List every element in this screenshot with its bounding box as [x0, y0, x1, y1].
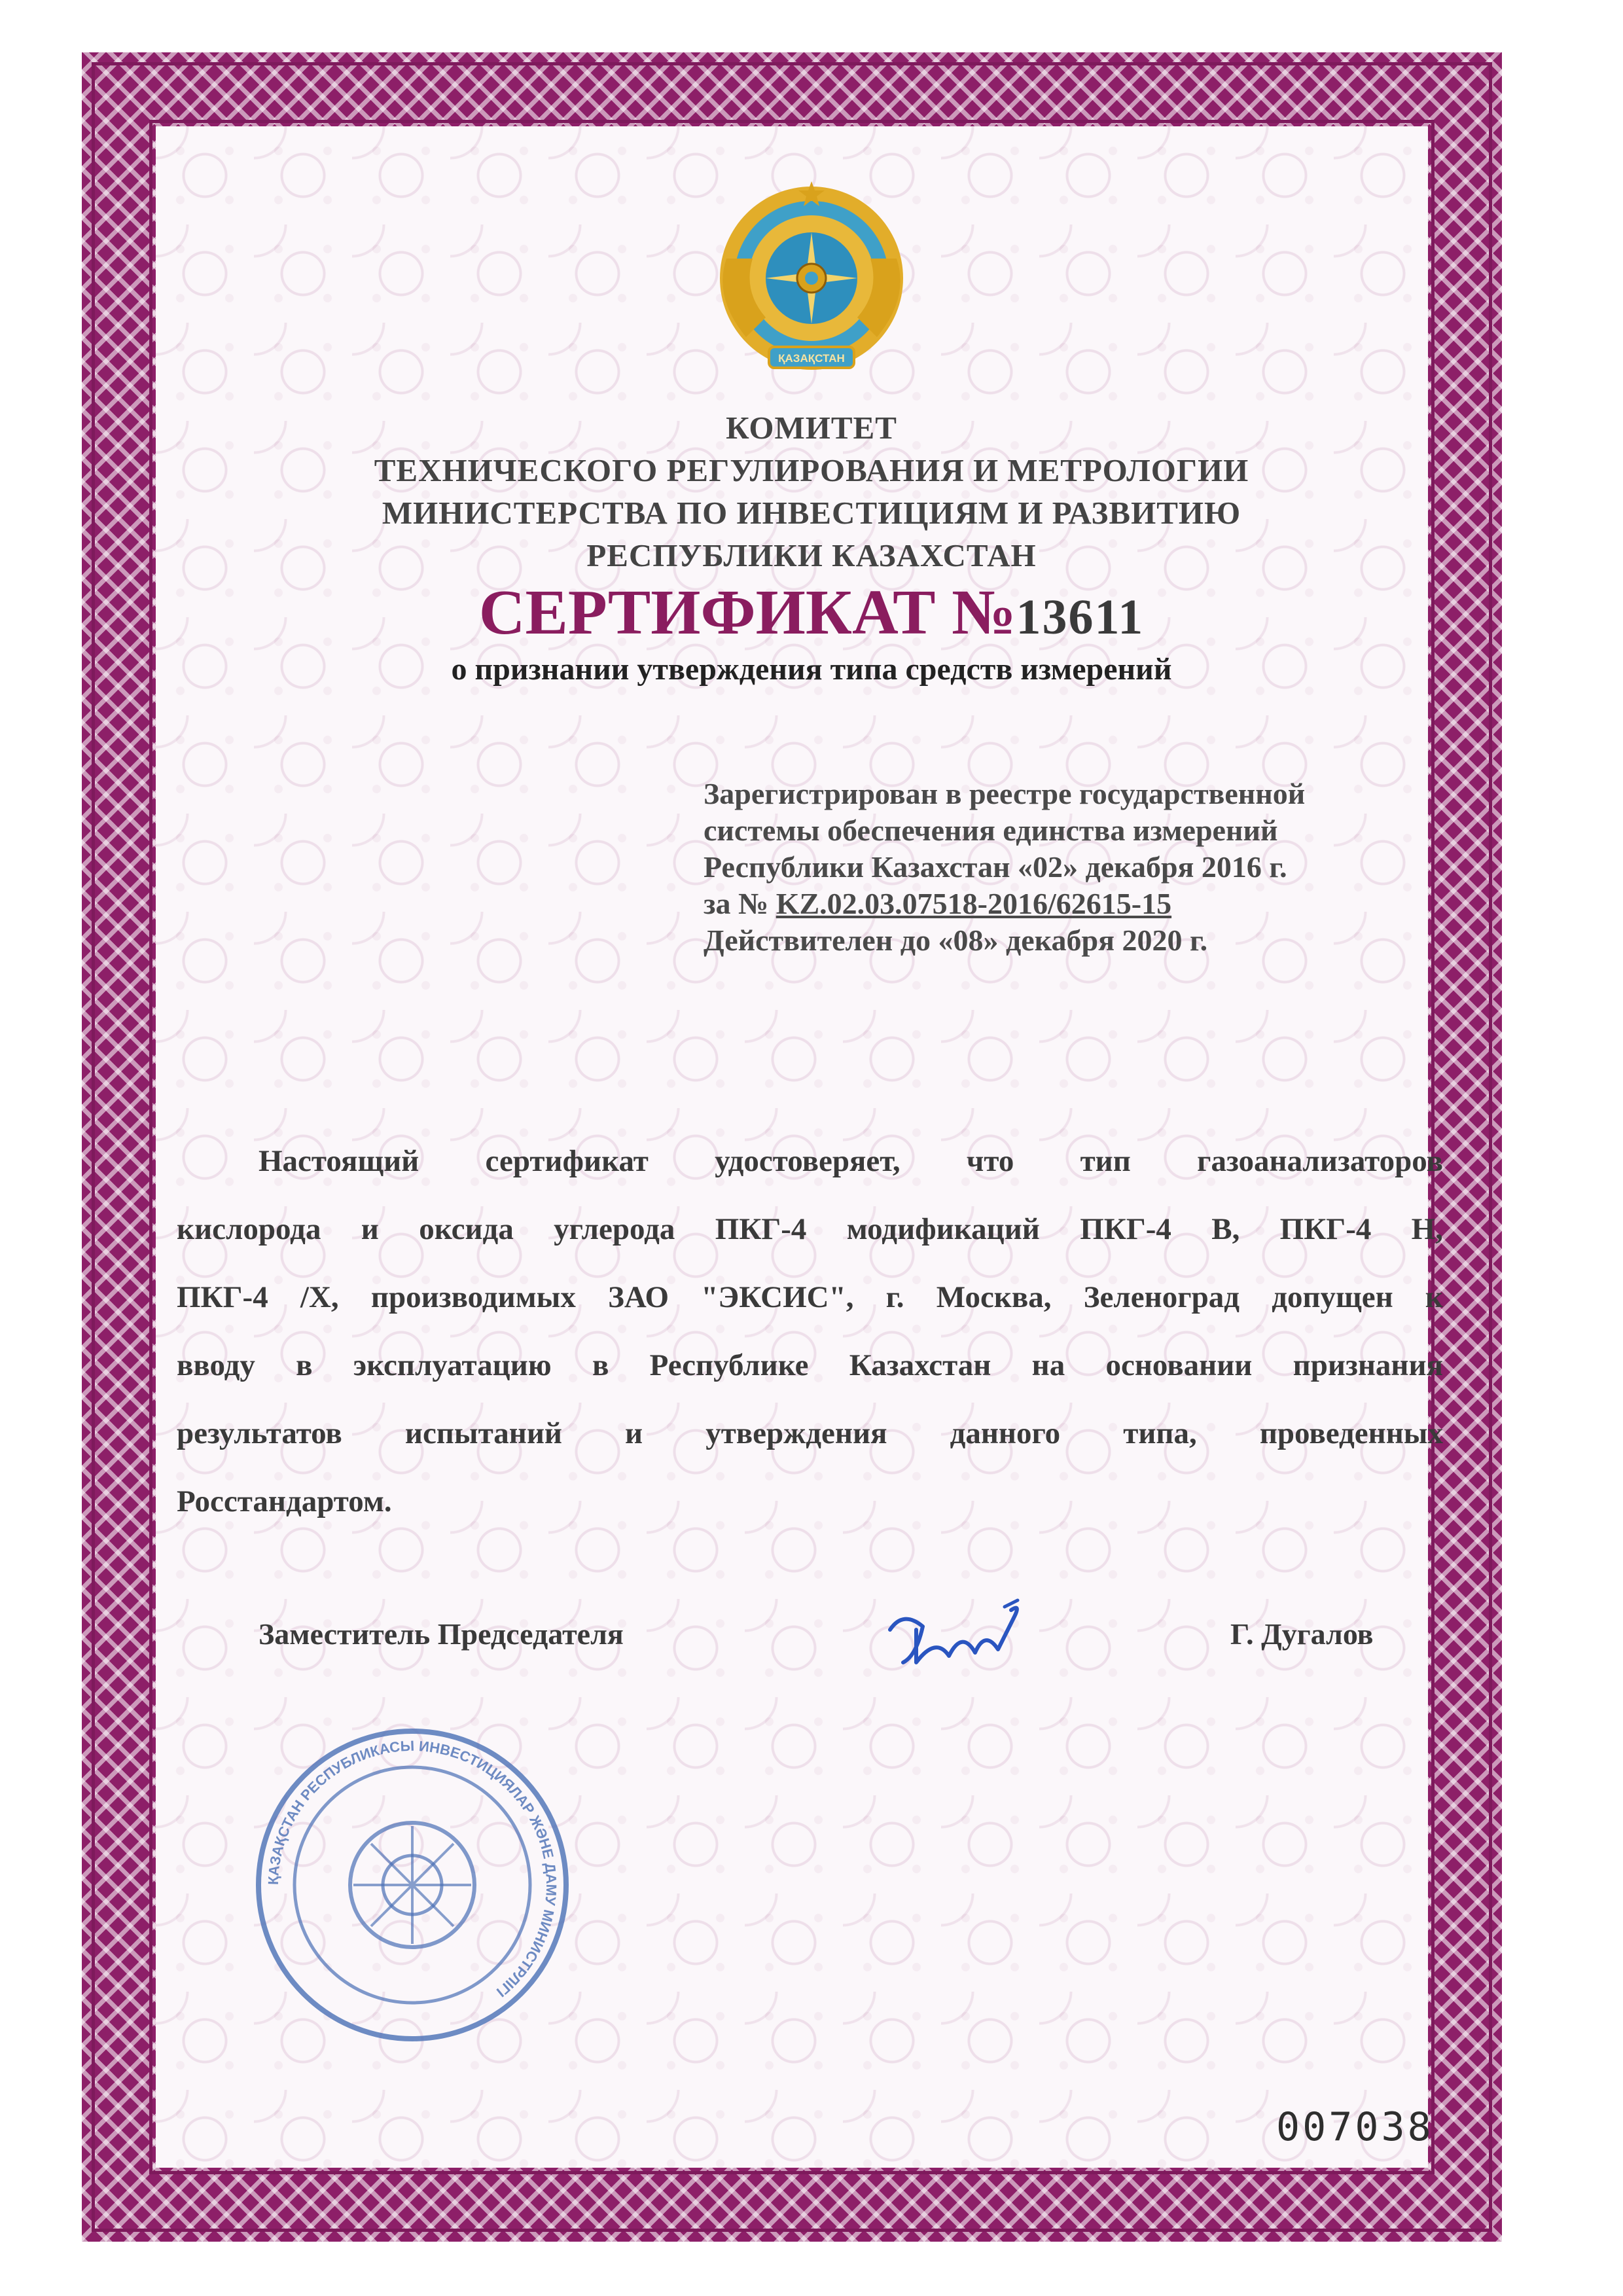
- certificate-subtitle: о признании утверждения типа средств измерений: [451, 652, 1172, 687]
- emblem-label: ҚАЗАҚСТАН: [778, 352, 845, 365]
- state-emblem-icon: [707, 180, 916, 383]
- certificate-title: [156, 576, 1467, 649]
- stamp-text: ҚАЗАҚСТАН РЕСПУБЛИКАСЫ ИНВЕСТИЦИЯЛАР ЖӘНЕ ДАМУ МИНИСТРЛІГІ: [264, 1737, 560, 2001]
- body-line-3: ПКГ-4 /Х, производимых ЗАО "ЭКСИС", г. Москва, Зеленоград допущен к: [177, 1280, 1443, 1314]
- certificate-body: [177, 1127, 1443, 1535]
- registration-number: KZ.02.03.07518-2016/62615-15: [776, 887, 1172, 920]
- registration-block: [704, 776, 1476, 959]
- body-line-4: вводу в эксплуатацию в Республике Казахстан на основании признания: [177, 1348, 1443, 1382]
- body-line-2: кислорода и оксида углерода ПКГ-4 модификаций ПКГ-4 В, ПКГ-4 Н,: [177, 1212, 1443, 1246]
- body-line-6: Росстандартом.: [177, 1484, 392, 1518]
- signatory-title: Заместитель Председателя: [259, 1617, 624, 1651]
- official-stamp-icon: [252, 1718, 573, 2052]
- certificate-title-text: СЕРТИФИКАТ №: [478, 577, 1016, 648]
- certificate-number: 13611: [1016, 590, 1145, 645]
- registration-number-prefix: за №: [704, 887, 776, 920]
- registration-line-1: Зарегистрирован в реестре государственной: [704, 777, 1306, 810]
- committee-line-3: МИНИСТЕРСТВА ПО ИНВЕСТИЦИЯМ И РАЗВИТИЮ: [382, 495, 1241, 531]
- committee-line-4: РЕСПУБЛИКИ КАЗАХСТАН: [586, 537, 1037, 573]
- signature-icon: [877, 1590, 1047, 1682]
- committee-line-1: КОМИТЕТ: [726, 410, 897, 446]
- registration-valid-until: Действителен до «08» декабря 2020 г.: [704, 924, 1208, 957]
- body-line-1: Настоящий сертификат удостоверяет, что тип газоанализаторов: [259, 1144, 1443, 1178]
- registration-line-4: [704, 886, 1476, 922]
- committee-line-2: ТЕХНИЧЕСКОГО РЕГУЛИРОВАНИЯ И МЕТРОЛОГИИ: [374, 452, 1249, 488]
- registration-line-2: системы обеспечения единства измерений: [704, 814, 1278, 847]
- signatory-name: Г. Дугалов: [1230, 1617, 1374, 1651]
- registration-line-3: Республики Казахстан «02» декабря 2016 г.: [704, 850, 1287, 884]
- body-line-5: результатов испытаний и утверждения данного типа, проведенных: [177, 1416, 1443, 1450]
- serial-number: 007038: [1276, 2104, 1434, 2150]
